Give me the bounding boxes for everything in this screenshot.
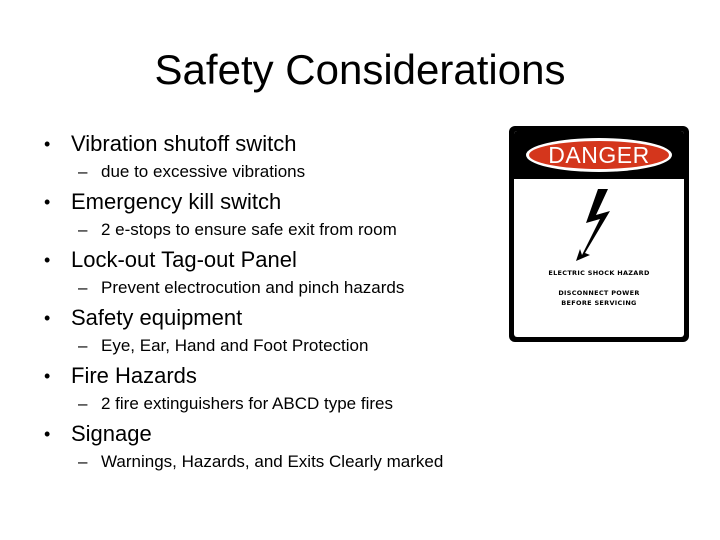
bullet-text: Fire Hazards: [71, 363, 197, 388]
bullet-text: Lock-out Tag-out Panel: [71, 247, 297, 272]
sub-bullet-dash: –: [78, 452, 88, 471]
bullet-text: Vibration shutoff switch: [71, 131, 297, 156]
sub-bullet-dash: –: [78, 336, 88, 355]
sub-bullet-text: Eye, Ear, Hand and Foot Protection: [101, 336, 369, 355]
bullet-dot: •: [44, 366, 51, 386]
sub-bullet-text: Prevent electrocution and pinch hazards: [101, 278, 405, 297]
bullet-dot: •: [44, 424, 51, 444]
bullet-dot: •: [44, 250, 51, 270]
lightning-bolt-icon: [576, 189, 622, 261]
bullet-dot: •: [44, 134, 51, 154]
danger-sign-face: [514, 131, 684, 337]
danger-oval-fill: [529, 141, 669, 169]
instruction-line-1: DISCONNECT POWER: [558, 289, 640, 297]
sub-bullet-text: due to excessive vibrations: [101, 162, 306, 181]
sub-bullet-dash: –: [78, 162, 88, 181]
slide-title: Safety Considerations: [154, 46, 566, 93]
danger-label: DANGER: [548, 142, 650, 168]
sub-bullet-text: Warnings, Hazards, and Exits Clearly marked: [101, 452, 444, 471]
danger-sign-header: [514, 131, 684, 179]
bullet-dot: •: [44, 192, 51, 212]
hazard-text: ELECTRIC SHOCK HAZARD: [548, 269, 650, 277]
bullet-text: Emergency kill switch: [71, 189, 282, 214]
bullet-text: Safety equipment: [71, 305, 243, 330]
sub-bullet-dash: –: [78, 394, 88, 413]
sub-bullet-dash: –: [78, 220, 88, 239]
sub-bullet-text: 2 e-stops to ensure safe exit from room: [101, 220, 397, 239]
danger-sign: [509, 126, 689, 342]
sub-bullet-dash: –: [78, 278, 88, 297]
sub-bullet-text: 2 fire extinguishers for ABCD type fires: [101, 394, 393, 413]
bullet-dot: •: [44, 308, 51, 328]
instruction-line-2: BEFORE SERVICING: [561, 299, 637, 307]
danger-oval: [526, 138, 672, 172]
bullet-text: Signage: [71, 421, 152, 446]
